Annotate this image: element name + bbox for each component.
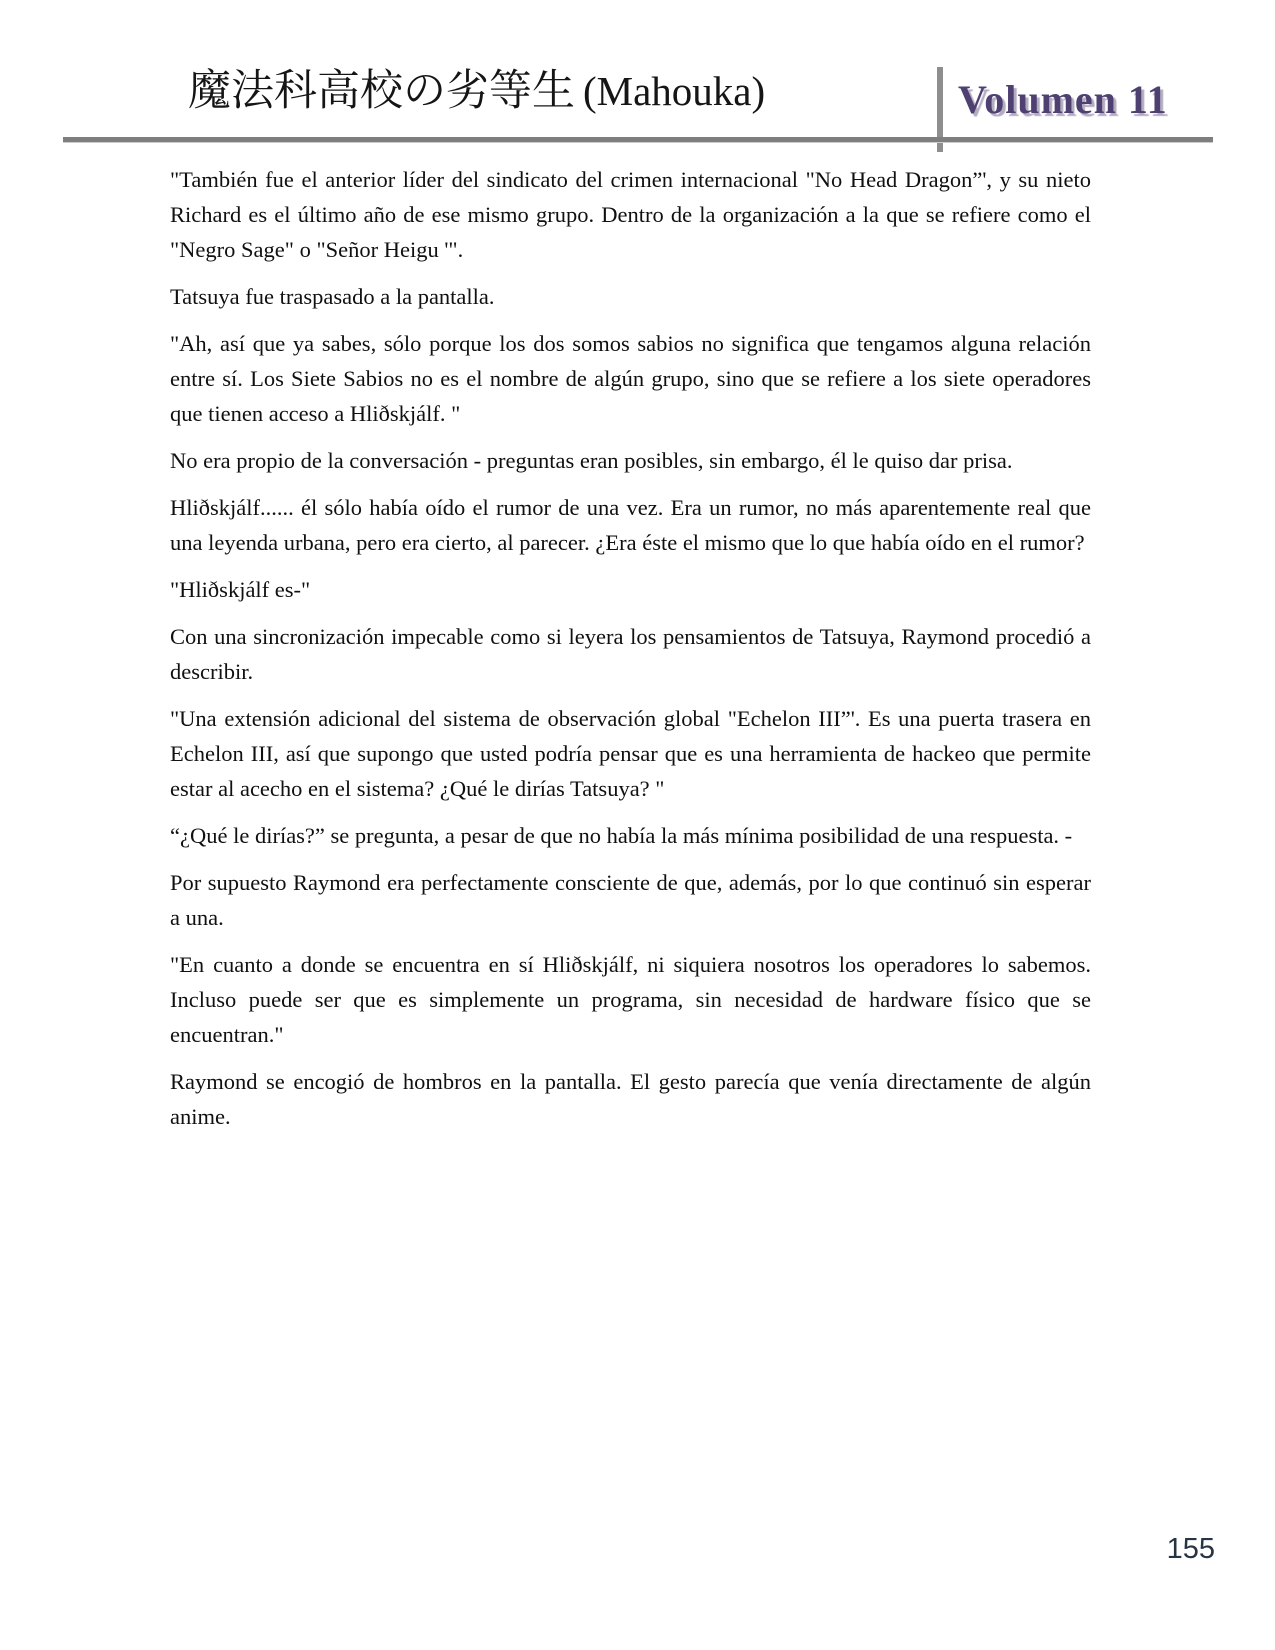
header-rule (63, 137, 1213, 142)
page-title (188, 68, 765, 115)
paragraph-8: "Una extensión adicional del sistema de observación global "Echelon III”'. Es una puerta trasera en Echelon III, así que supongo que usted podría pensar que es una herramienta de hackeo que permite estar al acecho en el sistema? ¿Qué le dirías Tatsuya? " (170, 706, 1091, 801)
paragraph-1: "También fue el anterior líder del sindicato del crimen internacional "No Head Dragon”', y su nieto Richard es el último año de ese mismo grupo. Dentro de la organización a la que se refiere como el "Negro Sage" o "Señor Heigu '". (170, 167, 1091, 262)
paragraph-12: Raymond se encogió de hombros en la pantalla. El gesto parecía que venía directamente de algún anime. (170, 1069, 1091, 1129)
page-body (170, 162, 1091, 1146)
paragraph-2: Tatsuya fue traspasado a la pantalla. (170, 284, 495, 309)
paragraph-3: "Ah, así que ya sabes, sólo porque los dos somos sabios no significa que tengamos alguna relación entre sí. Los Siete Sabios no es el nombre de algún grupo, sino que se refiere a los siete operadores que tienen acceso a Hliðskjálf. " (170, 331, 1091, 426)
paragraph-7: Con una sincronización impecable como si leyera los pensamientos de Tatsuya, Raymond procedió a describir. (170, 624, 1091, 684)
page-title-latin: (Mahouka) (583, 68, 766, 114)
page-number: 155 (1166, 1533, 1215, 1565)
paragraph-6: "Hliðskjálf es-" (170, 577, 311, 602)
paragraph-4: No era propio de la conversación - preguntas eran posibles, sin embargo, él le quiso dar prisa. (170, 448, 1013, 473)
volume-label: Volumen 11 (958, 77, 1168, 122)
paragraph-9: “¿Qué le dirías?” se pregunta, a pesar de que no había la más mínima posibilidad de una respuesta. - (170, 823, 1073, 848)
page-title-japanese: 魔法科高校の劣等生 (188, 68, 575, 115)
paragraph-10: Por supuesto Raymond era perfectamente consciente de que, además, por lo que continuó sin esperar a una. (170, 870, 1091, 930)
paragraph-5: Hliðskjálf...... él sólo había oído el rumor de una vez. Era un rumor, no más aparentemente real que una leyenda urbana, pero era cierto, al parecer. ¿Era éste el mismo que lo que había oído en el rumor? (170, 495, 1091, 555)
paragraph-11: "En cuanto a donde se encuentra en sí Hliðskjálf, ni siquiera nosotros los operadores lo sabemos. Incluso puede ser que es simplemente un programa, sin necesidad de hardware físico que se encuentran." (170, 952, 1091, 1047)
